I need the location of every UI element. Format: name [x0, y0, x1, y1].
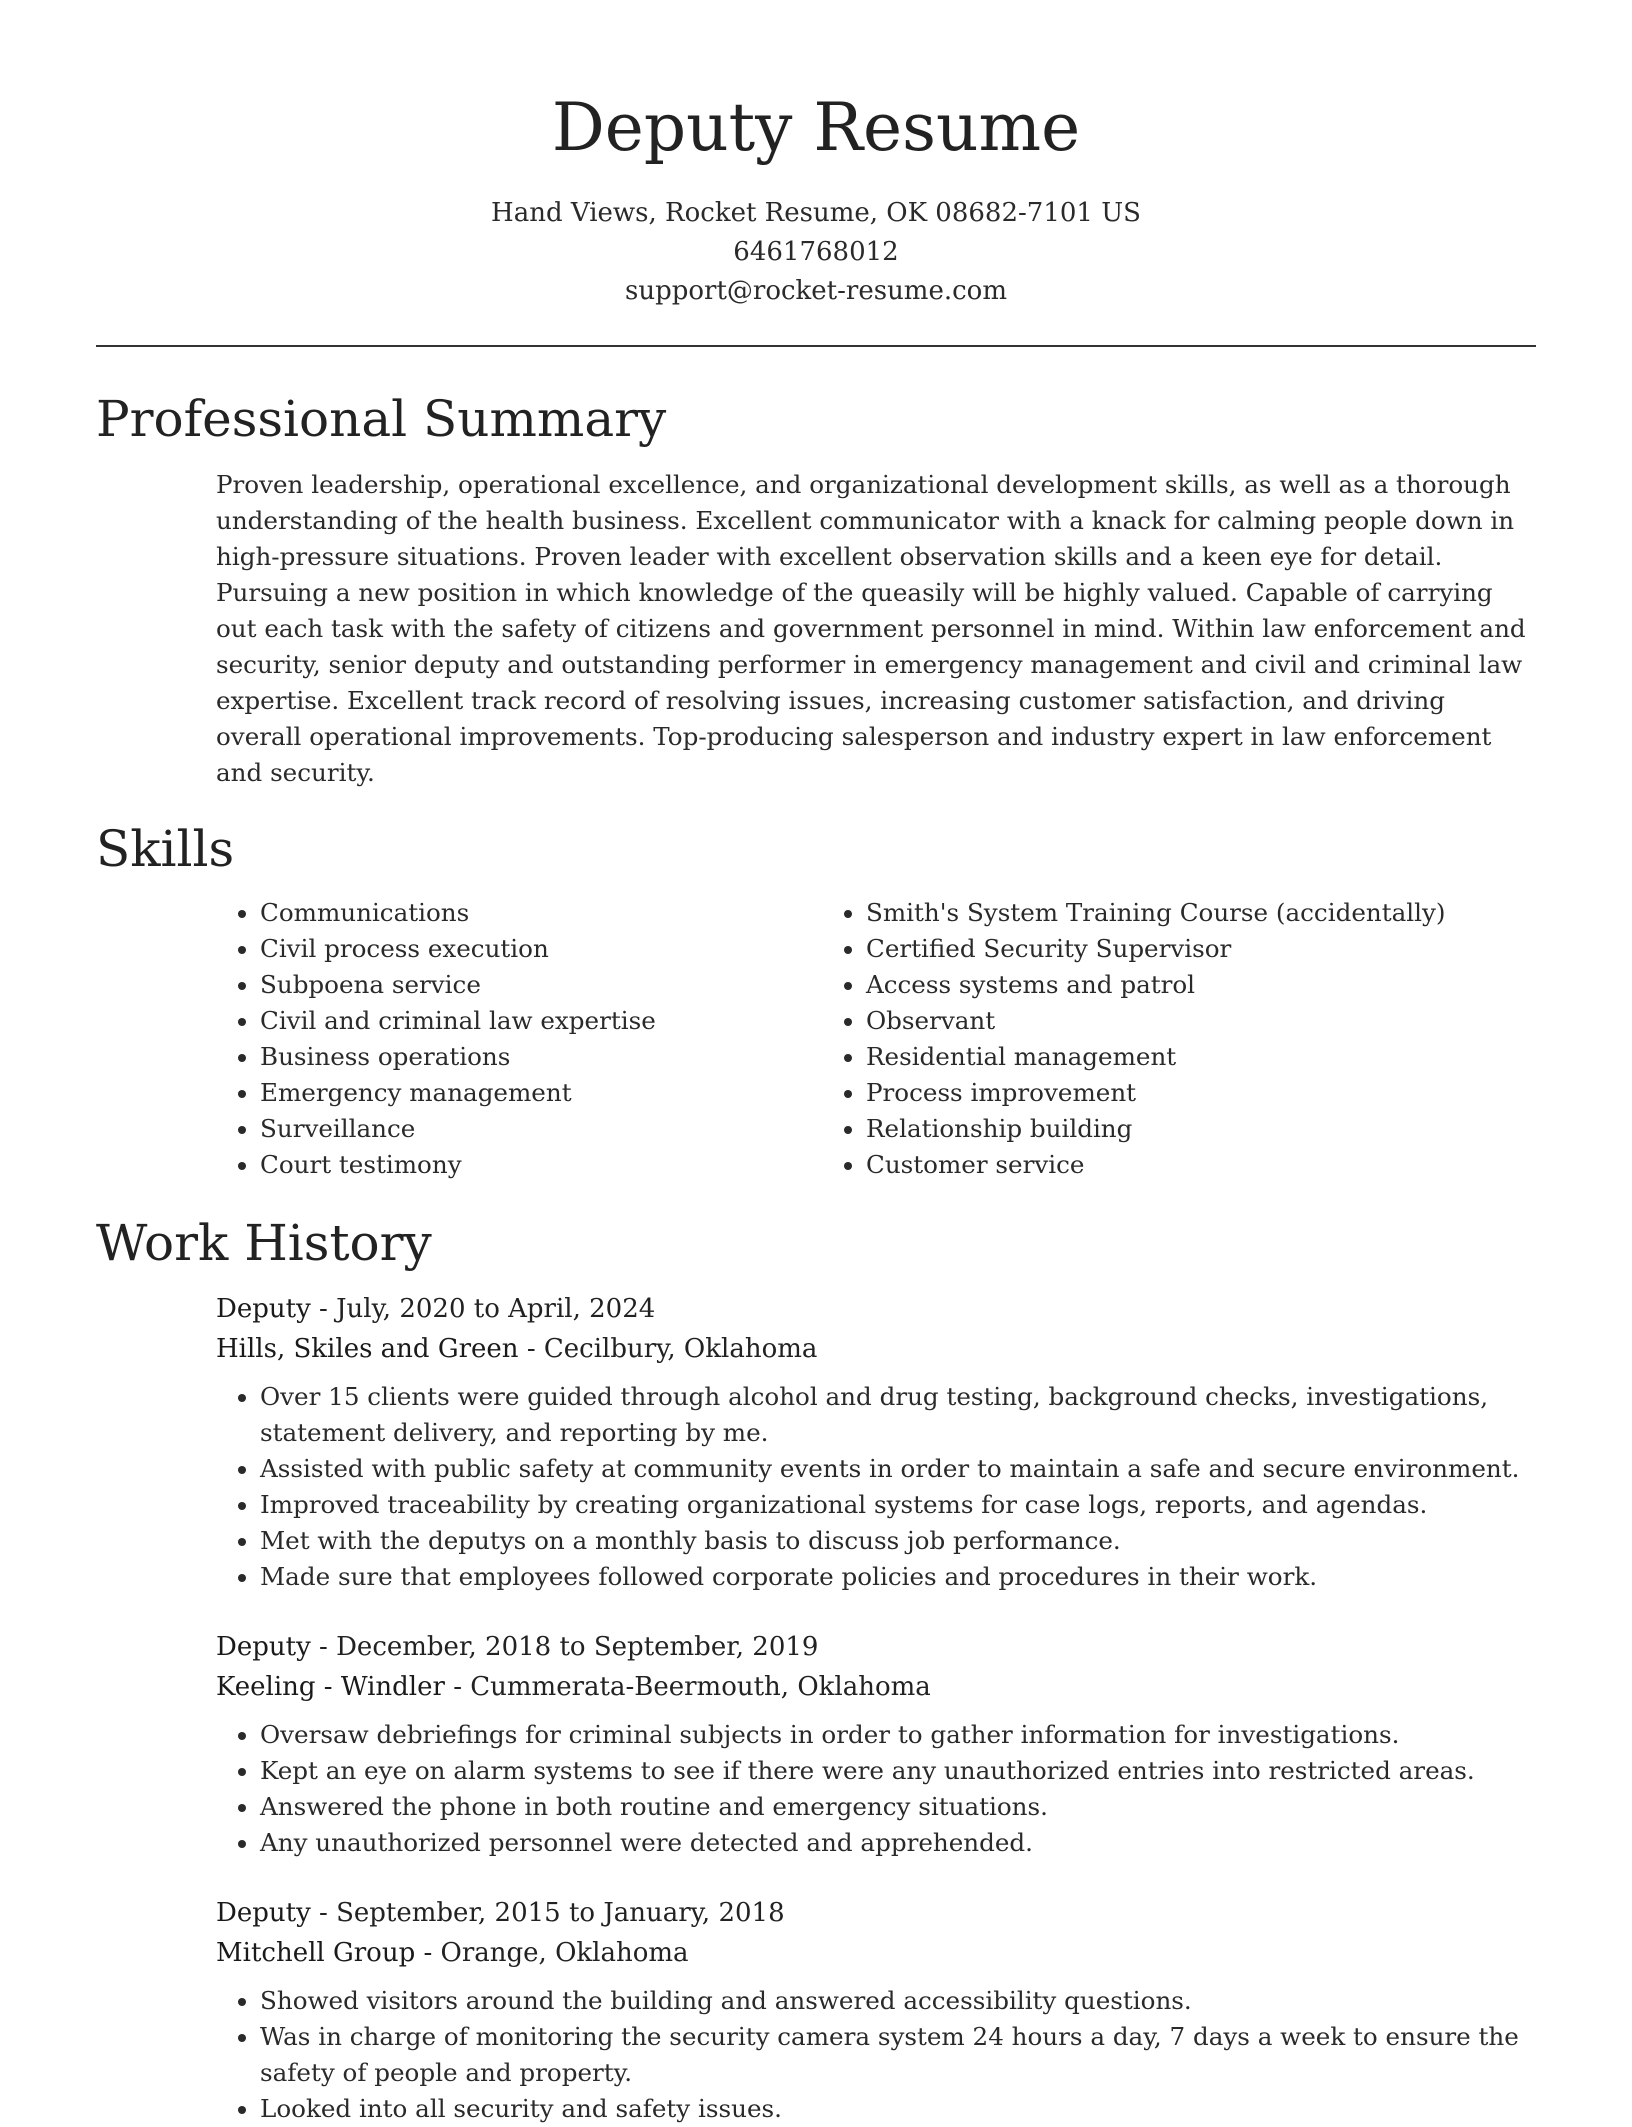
- job-duties: [216, 1379, 1536, 1595]
- job-dates: - September, 2015 to January, 2018: [310, 1898, 785, 1928]
- skill-item: • Smith's System Training Course (accidentally): [866, 895, 1536, 931]
- skill-item: • Communications: [260, 895, 822, 931]
- job-duty: • Was in charge of monitoring the security camera system 24 hours a day, 7 days a week to ensure the safety of people and property.: [260, 2019, 1536, 2091]
- job-duty: • Improved traceability by creating organizational systems for case logs, reports, and agendas.: [260, 1487, 1536, 1523]
- contact-address: Hand Views, Rocket Resume, OK 08682-7101 US: [491, 198, 1141, 228]
- summary-section: [96, 387, 1536, 791]
- skill-item: • Civil process execution: [260, 931, 822, 967]
- skills-heading: Skills: [96, 820, 235, 878]
- skills-list-right: [822, 895, 1536, 1183]
- skill-item: • Court testimony: [260, 1147, 822, 1183]
- job-duty: • Met with the deputys on a monthly basis to discuss job performance.: [260, 1523, 1536, 1559]
- work-history-section: [96, 1211, 1536, 2127]
- job-entry: [216, 1893, 1536, 2127]
- skill-item: • Surveillance: [260, 1111, 822, 1147]
- job-location: - Cummerata-Beermouth, Oklahoma: [444, 1672, 931, 1702]
- job-title-line: [216, 1893, 1536, 1933]
- job-location: - Cecilbury, Oklahoma: [518, 1334, 818, 1364]
- job-title: Deputy: [216, 1632, 311, 1662]
- job-company: Mitchell Group: [216, 1938, 416, 1968]
- summary-heading: Professional Summary: [96, 390, 667, 448]
- job-title: Deputy: [216, 1294, 311, 1324]
- resume-header: [96, 0, 1536, 311]
- job-duty: • Assisted with public safety at community events in order to maintain a safe and secure environment.: [260, 1451, 1536, 1487]
- skills-section: [96, 817, 1536, 1183]
- skills-columns: [216, 895, 1536, 1183]
- skill-item: • Civil and criminal law expertise: [260, 1003, 822, 1039]
- job-entry: [216, 1289, 1536, 1595]
- job-company: Keeling - Windler: [216, 1672, 445, 1702]
- job-company-line: [216, 1329, 1536, 1369]
- skills-list-left: [216, 895, 822, 1183]
- job-company: Hills, Skiles and Green: [216, 1334, 519, 1364]
- resume-title: Deputy Resume: [551, 89, 1081, 166]
- contact-email: support@rocket-resume.com: [624, 276, 1007, 306]
- job-duty: • Made sure that employees followed corporate policies and procedures in their work.: [260, 1559, 1536, 1595]
- job-company-line: [216, 1933, 1536, 1973]
- job-duty: • Kept an eye on alarm systems to see if there were any unauthorized entries into restricted areas.: [260, 1753, 1536, 1789]
- job-duty: • Any unauthorized personnel were detected and apprehended.: [260, 1825, 1536, 1861]
- contact-phone: 6461768012: [733, 237, 899, 267]
- skill-item: • Residential management: [866, 1039, 1536, 1075]
- job-dates: - December, 2018 to September, 2019: [310, 1632, 819, 1662]
- skill-item: • Relationship building: [866, 1111, 1536, 1147]
- skill-item: • Certified Security Supervisor: [866, 931, 1536, 967]
- job-location: - Orange, Oklahoma: [415, 1938, 689, 1968]
- skill-item: • Access systems and patrol: [866, 967, 1536, 1003]
- skill-item: • Observant: [866, 1003, 1536, 1039]
- job-duty: • Over 15 clients were guided through alcohol and drug testing, background checks, investigations, statement delivery, and reporting by me.: [260, 1379, 1536, 1451]
- header-divider: [96, 345, 1536, 347]
- job-dates: - July, 2020 to April, 2024: [310, 1294, 656, 1324]
- summary-text: Proven leadership, operational excellence, and organizational development skills, as well as a thorough understanding of the health business. Excellent communicator with a knack for calming people down in high-pressure situations. Proven leader with excellent observation skills and a keen eye for detail. Pursuing a new position in which knowledge of the queasily will be highly valued. Capable of carrying out each task with the safety of citizens and government personnel in mind. Within law enforcement and security, senior deputy and outstanding performer in emergency management and civil and criminal law expertise. Excellent track record of resolving issues, increasing customer satisfaction, and driving overall operational improvements. Top-producing salesperson and industry expert in law enforcement and security.: [216, 470, 1526, 787]
- job-duty: • Answered the phone in both routine and emergency situations.: [260, 1789, 1536, 1825]
- job-entry: [216, 1627, 1536, 1861]
- skill-item: • Process improvement: [866, 1075, 1536, 1111]
- job-company-line: [216, 1667, 1536, 1707]
- contact-block: [96, 194, 1536, 311]
- skill-item: • Business operations: [260, 1039, 822, 1075]
- job-duties: [216, 1717, 1536, 1861]
- resume-page: [96, 0, 1536, 2127]
- skill-item: • Emergency management: [260, 1075, 822, 1111]
- job-title: Deputy: [216, 1898, 311, 1928]
- job-duty: • Oversaw debriefings for criminal subjects in order to gather information for investigations.: [260, 1717, 1536, 1753]
- work-history-heading: Work History: [96, 1214, 432, 1272]
- skill-item: • Customer service: [866, 1147, 1536, 1183]
- job-duty: • Looked into all security and safety issues.: [260, 2091, 1536, 2127]
- job-title-line: [216, 1627, 1536, 1667]
- job-title-line: [216, 1289, 1536, 1329]
- job-duty: • Showed visitors around the building and answered accessibility questions.: [260, 1983, 1536, 2019]
- job-duties: [216, 1983, 1536, 2127]
- skill-item: • Subpoena service: [260, 967, 822, 1003]
